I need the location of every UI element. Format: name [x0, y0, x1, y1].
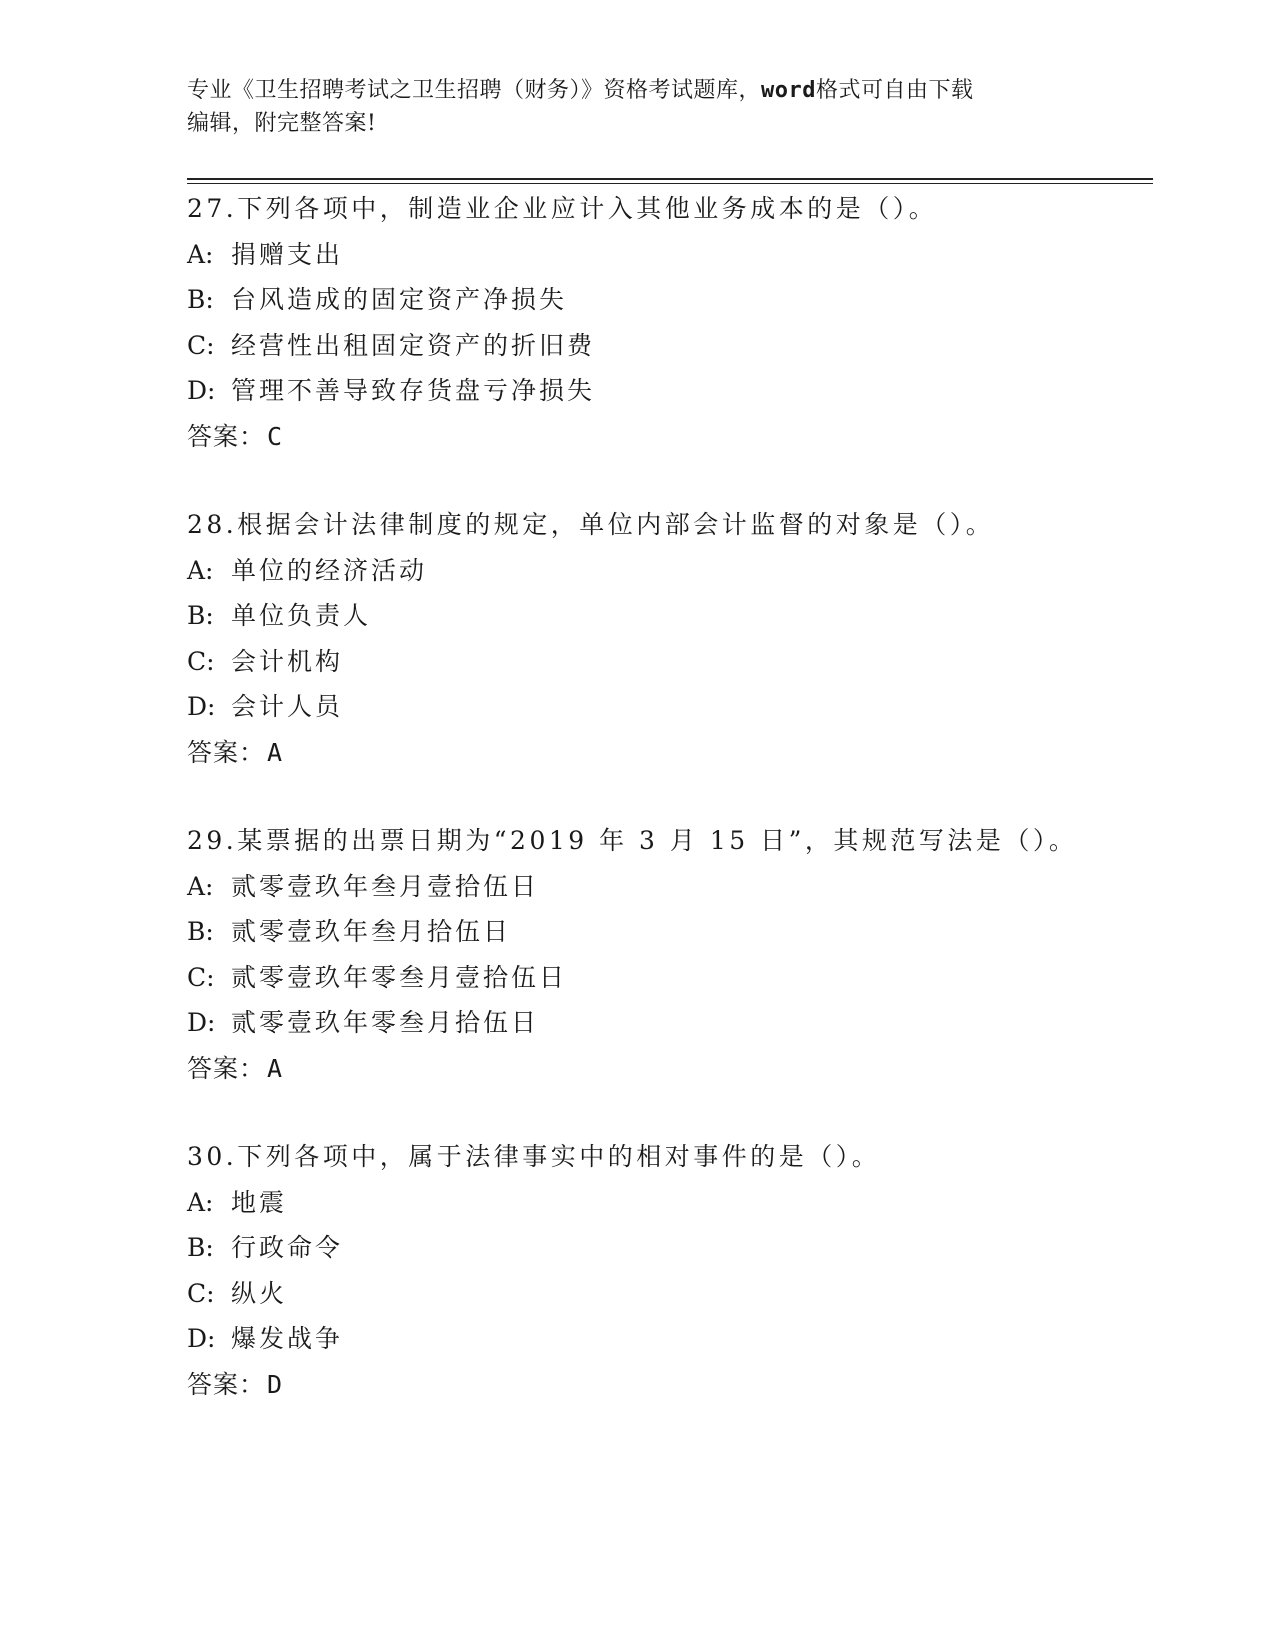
document-header: [187, 74, 1087, 140]
header-line-1-prefix: 专业《卫生招聘考试之卫生招聘（财务）》资格考试题库，: [187, 78, 762, 103]
option-letter: A:: [187, 239, 214, 269]
option-letter: A:: [187, 555, 214, 585]
option-c: [187, 1271, 1153, 1317]
question-27: [187, 186, 1153, 459]
option-a: [187, 548, 1153, 594]
option-text: 纵火: [231, 1278, 288, 1308]
question-stem: 30.下列各项中，属于法律事实中的相对事件的是（）。: [187, 1142, 881, 1171]
option-d: [187, 1316, 1153, 1362]
option-letter: C:: [187, 962, 215, 992]
option-a: [187, 232, 1153, 278]
header-line-2: 编辑，附完整答案!: [187, 111, 377, 136]
option-text: 地震: [231, 1187, 288, 1217]
option-text: 台风造成的固定资产净损失: [231, 285, 568, 314]
option-letter: A:: [187, 1187, 214, 1217]
answer-value: A: [267, 737, 284, 767]
option-letter: D:: [187, 376, 216, 405]
option-c: [187, 323, 1153, 369]
option-text: 经营性出租固定资产的折旧费: [231, 330, 596, 360]
option-text: 贰零壹玖年零叁月壹拾伍日: [231, 962, 568, 992]
answer-line: [187, 730, 1153, 776]
answer-label: 答案：: [187, 737, 266, 767]
question-30: [187, 1134, 1153, 1407]
option-a: [187, 1180, 1153, 1226]
answer-label: 答案：: [187, 1369, 266, 1399]
question-stem: 27.下列各项中，制造业企业应计入其他业务成本的是（）。: [187, 194, 938, 223]
option-letter: C:: [187, 1278, 215, 1308]
option-d: [187, 1000, 1153, 1046]
question-stem: 29.某票据的出票日期为“2019 年 3 月 15 日”，其规范写法是（）。: [187, 826, 1078, 855]
option-b: [187, 277, 1153, 323]
option-letter: D:: [187, 692, 216, 721]
question-stem: 28.根据会计法律制度的规定，单位内部会计监督的对象是（）。: [187, 510, 995, 539]
answer-line: [187, 414, 1153, 460]
question-29: [187, 818, 1153, 1091]
answer-value: A: [267, 1053, 284, 1083]
header-word-label: word: [761, 78, 816, 103]
answer-line: [187, 1362, 1153, 1408]
header-line-1-suffix: 格式可自由下载: [816, 78, 974, 103]
option-text: 行政命令: [231, 1233, 344, 1262]
option-letter: B:: [187, 285, 214, 314]
option-b: [187, 909, 1153, 955]
option-text: 爆发战争: [231, 1324, 344, 1353]
option-text: 会计机构: [231, 646, 344, 676]
answer-label: 答案：: [187, 1053, 266, 1083]
option-a: [187, 864, 1153, 910]
option-c: [187, 639, 1153, 685]
option-text: 单位负责人: [231, 601, 372, 630]
option-d: [187, 368, 1153, 414]
option-letter: B:: [187, 601, 214, 630]
option-letter: B:: [187, 1233, 214, 1262]
option-letter: A:: [187, 871, 214, 901]
option-text: 捐赠支出: [231, 239, 344, 269]
option-b: [187, 593, 1153, 639]
option-text: 贰零壹玖年零叁月拾伍日: [231, 1008, 540, 1037]
header-divider-thick: [187, 178, 1153, 180]
option-c: [187, 955, 1153, 1001]
option-text: 贰零壹玖年叁月壹拾伍日: [231, 871, 540, 901]
question-28: [187, 502, 1153, 775]
header-line-1: [187, 74, 1087, 107]
option-letter: C:: [187, 646, 215, 676]
option-text: 管理不善导致存货盘亏净损失: [231, 376, 596, 405]
option-letter: D:: [187, 1324, 216, 1353]
option-text: 单位的经济活动: [231, 555, 428, 585]
header-divider-thin: [187, 183, 1153, 184]
option-letter: C:: [187, 330, 215, 360]
option-d: [187, 684, 1153, 730]
option-text: 贰零壹玖年叁月拾伍日: [231, 917, 512, 946]
answer-value: C: [267, 421, 284, 451]
answer-value: D: [267, 1369, 284, 1399]
option-letter: D:: [187, 1008, 216, 1037]
option-b: [187, 1225, 1153, 1271]
option-text: 会计人员: [231, 692, 344, 721]
answer-line: [187, 1046, 1153, 1092]
option-letter: B:: [187, 917, 214, 946]
answer-label: 答案：: [187, 421, 266, 451]
